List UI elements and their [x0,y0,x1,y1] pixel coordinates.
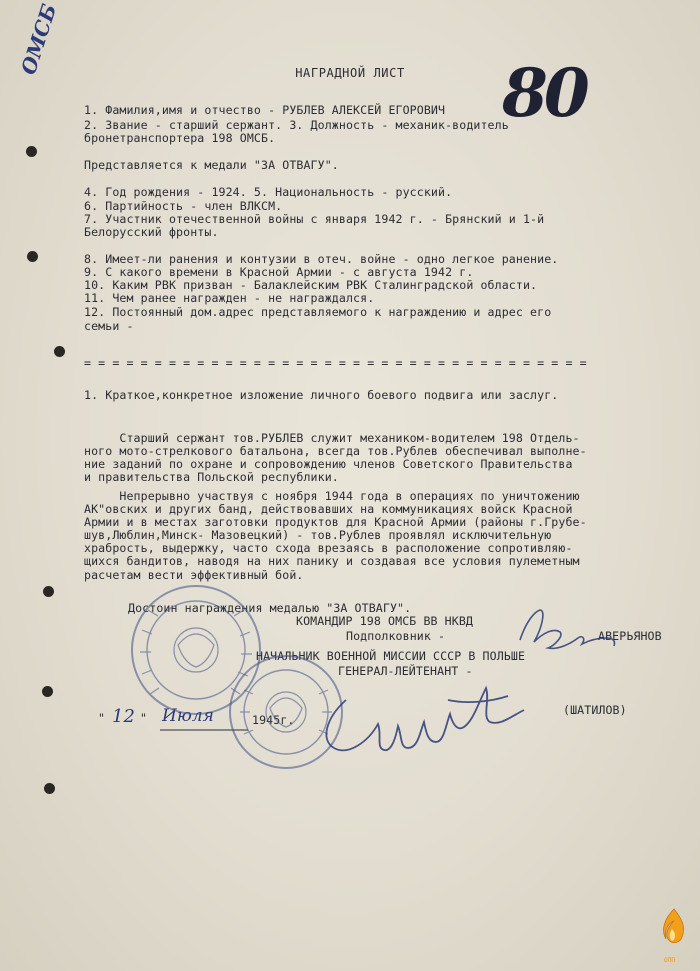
chief-signature [326,688,524,750]
narrative-line: расчетам вести эффективный бой. [84,568,304,582]
field-line: 6. Партийность - член ВЛКСМ. [84,199,283,213]
separator-line: = = = = = = = = = = = = = = = = = = = = = = = = = = = = = = = = = = = = [84,356,587,370]
narrative-line: Непрерывно участвуя с ноября 1944 года в операциях по уничтожению [84,489,580,503]
section-heading: 1. Краткое,конкретное изложение личного боевого подвига или заслуг. [84,388,559,402]
field-line: 2. Звание - старший сержант. 3. Должность - механик-водитель [84,118,509,132]
document-title: НАГРАДНОЙ ЛИСТ [295,66,405,80]
narrative-line: Старший сержант тов.РУБЛЕВ служит механиком-водителем 198 Отдель- [84,431,580,445]
commander-signature [520,610,615,648]
narrative-line: щихся бандитов, наводя на них панику и создавая все условия пулеметным [84,554,580,568]
commander-title: КОМАНДИР 198 ОМСБ ВВ НКВД [296,614,474,628]
narrative-line: ние заданий по охране и сопровождению членов Советского Правительства [84,457,573,471]
margin-note: ОМСБ [16,0,62,78]
date-day: 12 [112,706,135,727]
date-close-quote: " [140,711,148,725]
commander-rank: Подполковник - [346,629,446,643]
field-line: 12. Постоянный дом.адрес представляемого к награждению и адрес его [84,305,552,319]
field-line: 1. Фамилия,имя и отчество - РУБЛЕВ АЛЕКСЕЙ ЕГОРОВИЧ [84,103,446,117]
field-line: 11. Чем ранее награжден - не награждался. [84,291,375,305]
official-seal-stamp [132,586,260,714]
archive-logo-text: ОПП [664,957,676,964]
field-line: бронетранспортера 198 ОМСБ. [84,131,276,145]
narrative-line: храбрость, выдержку, часто схода врезаясь в расположение сопротивляю- [84,541,573,555]
date-year: 1945г. [252,713,295,727]
field-line: семьи - [84,319,134,333]
field-line: 10. Каким РВК призван - Балаклейским РВК Сталинградской области. [84,278,538,292]
narrative-line: и правительства Польской республики. [84,470,339,484]
field-line: 4. Год рождения - 1924. 5. Национальность - русский. [84,185,453,199]
date-month: Июля [162,706,214,726]
conclusion-line: Достоин награждения медалью "ЗА ОТВАГУ". [128,601,412,615]
field-line: Белорусский фронты. [84,225,219,239]
narrative-line: шув,Люблин,Минск- Мазовецкий) - тов.Рублев проявлял исключительную [84,528,552,542]
top-number: 80 [502,54,586,132]
field-line: 8. Имеет-ли ранения и контузии в отеч. войне - одно легкое ранение. [84,252,559,266]
archive-logo [664,909,684,943]
nomination-line: Представляется к медали "ЗА ОТВАГУ". [84,158,339,172]
official-seal-stamp [230,656,342,768]
field-line: 9. С какого времени в Красной Армии - с августа 1942 г. [84,265,474,279]
field-line: 7. Участник отечественной войны с января 1942 г. - Брянский и 1-й [84,212,545,226]
narrative-line: АК"овских и других банд, действовавших на коммуникациях войск Красной [84,502,573,516]
chief-title: НАЧАЛЬНИК ВОЕННОЙ МИССИИ СССР В ПОЛЬШЕ [256,649,526,663]
commander-name: АВЕРЬЯНОВ [598,629,662,643]
date-open-quote: " [98,711,106,725]
narrative-line: ного мото-стрелкового батальона, всегда тов.Рублев обеспечивал выполне- [84,444,587,458]
chief-rank: ГЕНЕРАЛ-ЛЕЙТЕНАНТ - [338,664,473,678]
narrative-line: Армии и в местах заготовки продуктов для Красной Армии (районы г.Грубе- [84,515,587,529]
chief-name: (ШАТИЛОВ) [563,703,627,717]
